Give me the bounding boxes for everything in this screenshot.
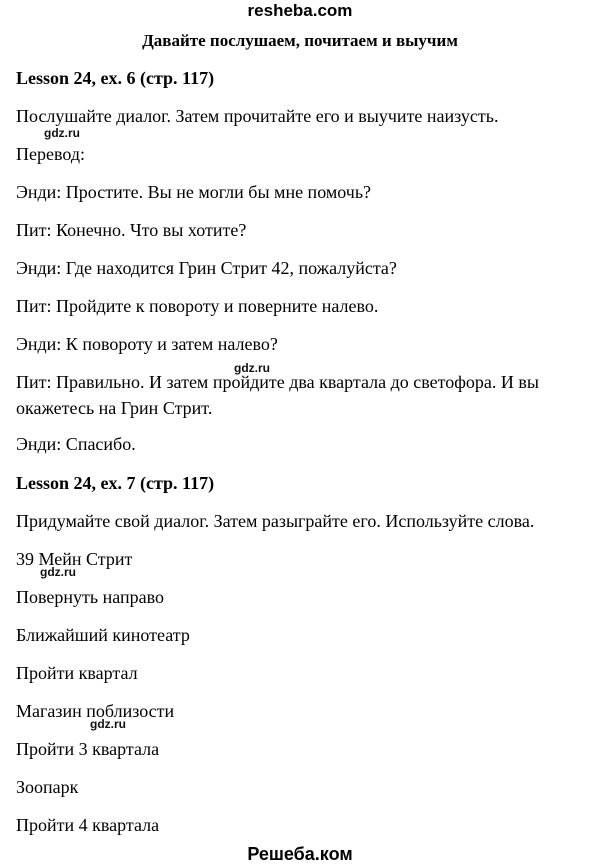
dialogue-line-8: Энди: Спасибо. (16, 434, 136, 454)
dialogue-line-5: Энди: К повороту и затем налево? (16, 334, 278, 354)
lesson7-task: Придумайте свой диалог. Затем разыграйте его. Используйте слова. (16, 511, 535, 531)
word-6: Пройти 3 квартала (16, 739, 160, 759)
lesson6-title: Lesson 24, ex. 6 (стр. 117) (16, 68, 215, 88)
page-heading: Давайте послушаем, почитаем и выучим (142, 31, 458, 50)
word-5: Магазин поблизости (16, 701, 175, 721)
word-1: 39 Мейн Стрит (16, 549, 133, 569)
lesson6-task: Послушайте диалог. Затем прочитайте его и выучите наизусть. (16, 106, 499, 126)
watermark-2: gdz.ru (234, 361, 270, 375)
word-2: Повернуть направо (16, 587, 164, 607)
word-4: Пройти квартал (16, 663, 138, 683)
word-3: Ближайший кинотеатр (16, 625, 190, 645)
dialogue-line-3: Энди: Где находится Грин Стрит 42, пожалуйста? (16, 258, 397, 278)
dialogue-line-7: окажетесь на Грин Стрит. (16, 398, 213, 418)
site-footer: Решеба.ком (247, 844, 353, 864)
word-7: Зоопарк (16, 777, 79, 797)
dialogue-line-6: Пит: Правильно. И затем пройдите два квартала до светофора. И вы (16, 372, 540, 392)
watermark-3: gdz.ru (40, 565, 76, 579)
word-8: Пройти 4 квартала (16, 815, 160, 835)
dialogue-line-1: Энди: Простите. Вы не могли бы мне помочь? (16, 182, 372, 202)
watermark-1: gdz.ru (44, 126, 80, 140)
site-header: resheba.com (247, 1, 353, 20)
watermark-4: gdz.ru (90, 717, 126, 731)
lesson6-perevod: Перевод: (16, 144, 85, 164)
dialogue-line-4: Пит: Пройдите к повороту и поверните налево. (16, 296, 379, 316)
dialogue-line-2: Пит: Конечно. Что вы хотите? (16, 220, 247, 240)
lesson7-title: Lesson 24, ex. 7 (стр. 117) (16, 473, 215, 493)
